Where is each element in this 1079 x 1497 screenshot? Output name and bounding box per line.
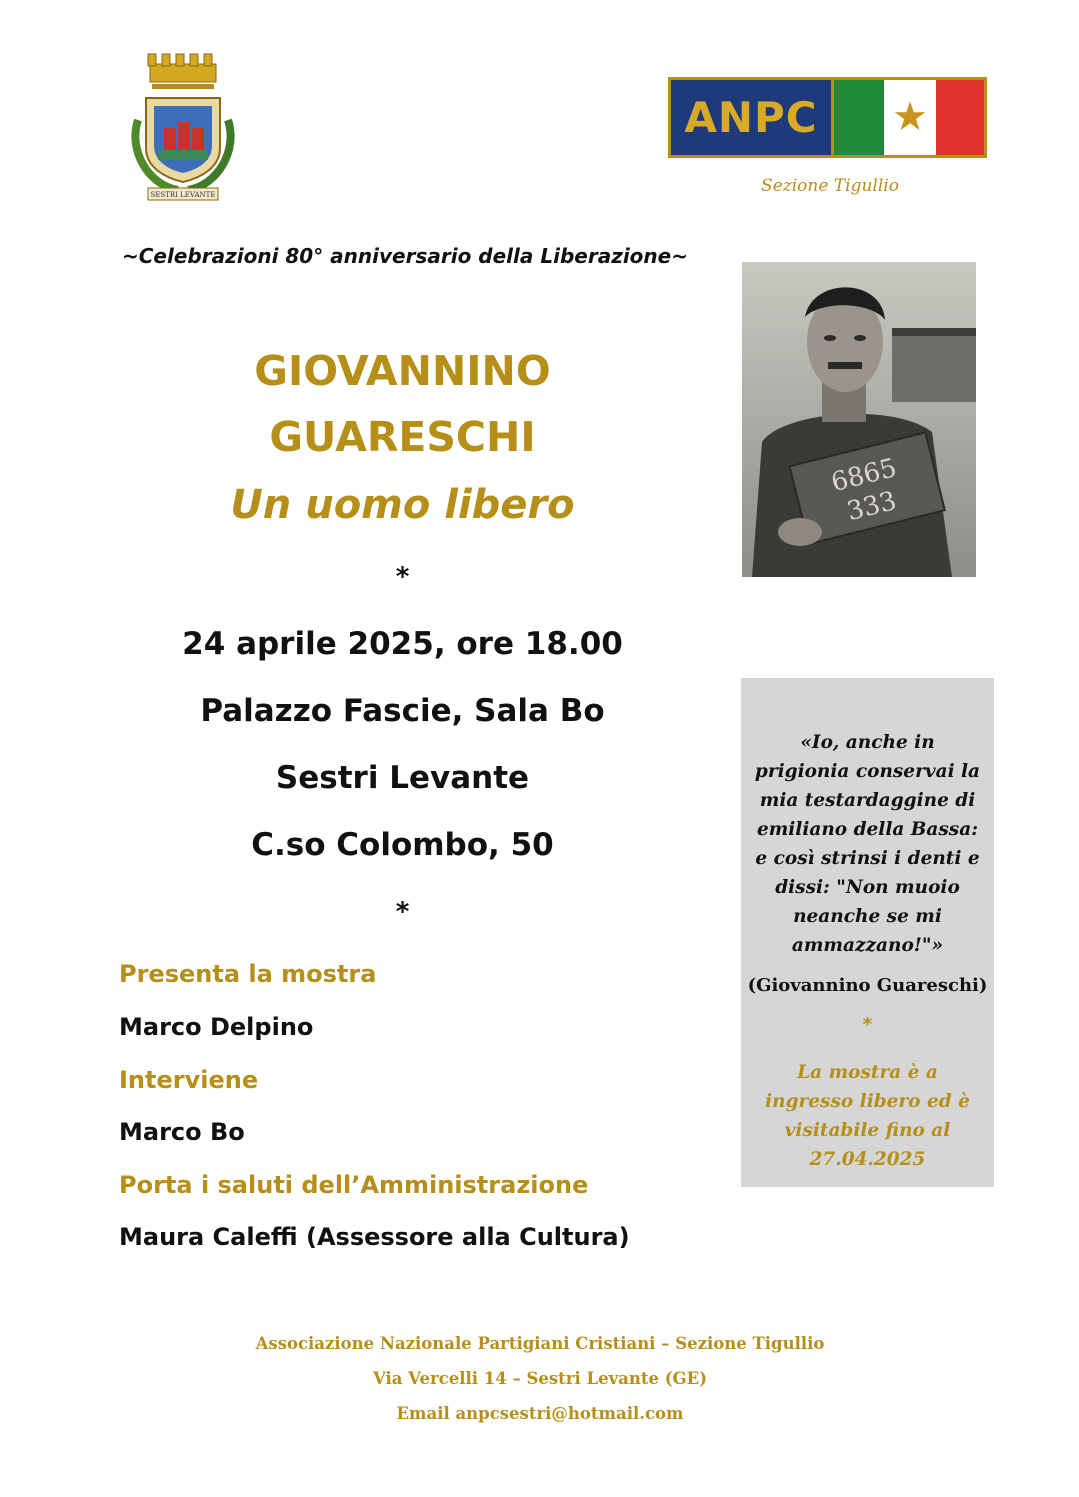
title-line-1: GIOVANNINO	[254, 347, 551, 395]
event-street: C.so Colombo, 50	[251, 827, 554, 863]
event-subtitle: Un uomo libero	[230, 482, 575, 528]
celebration-heading: ~Celebrazioni 80° anniversario della Liberazione~	[122, 244, 688, 268]
title-line-2: GUARESCHI	[269, 413, 536, 461]
program-person: Marco Delpino	[119, 1013, 314, 1041]
event-city: Sestri Levante	[275, 760, 530, 796]
quote-box	[741, 678, 994, 1187]
program-role: Porta i saluti dell’Amministrazione	[119, 1171, 589, 1199]
anpc-logo	[668, 77, 987, 158]
sign-line-2: 333	[844, 486, 900, 528]
anpc-logo-text: ANPC	[684, 93, 818, 142]
flag-red	[936, 80, 984, 155]
crest-motto: SESTRI LEVANTE	[150, 191, 216, 199]
program-role: Interviene	[119, 1066, 259, 1094]
separator-star: *	[395, 897, 410, 927]
event-title	[160, 338, 645, 470]
quote-author: (Giovannino Guareschi)	[747, 975, 988, 996]
footer-email: Email anpcsestri@hotmail.com	[396, 1404, 684, 1423]
program-role: Presenta la mostra	[119, 960, 377, 988]
sezione-label: Sezione Tigullio	[761, 176, 899, 196]
flag-green	[831, 80, 884, 155]
program-person: Marco Bo	[119, 1118, 245, 1146]
footer-association: Associazione Nazionale Partigiani Cristiani – Sezione Tigullio	[255, 1334, 825, 1353]
footer-address: Via Vercelli 14 – Sestri Levante (GE)	[372, 1369, 708, 1388]
sestri-levante-crest	[128, 50, 238, 205]
sign-line-1: 6865	[828, 453, 900, 499]
guareschi-photo	[742, 262, 976, 577]
quote-separator-star: *	[862, 1014, 873, 1035]
quote-text: «Io, anche in prigionia conservai la mia testardaggine di emiliano della Bassa: e così strinsi i denti e dissi: "Non muoio neanche se mi ammazzano!"»	[754, 732, 981, 956]
program-person: Maura Caleffi (Assessore alla Cultura)	[119, 1223, 630, 1251]
exhibition-note: La mostra è a ingresso libero ed è visitabile fino al 27.04.2025	[765, 1062, 970, 1170]
separator-star: *	[395, 562, 410, 592]
star-icon: ★	[892, 94, 928, 140]
event-date: 24 aprile 2025, ore 18.00	[182, 626, 623, 662]
event-place: Palazzo Fascie, Sala Bo	[200, 693, 605, 729]
